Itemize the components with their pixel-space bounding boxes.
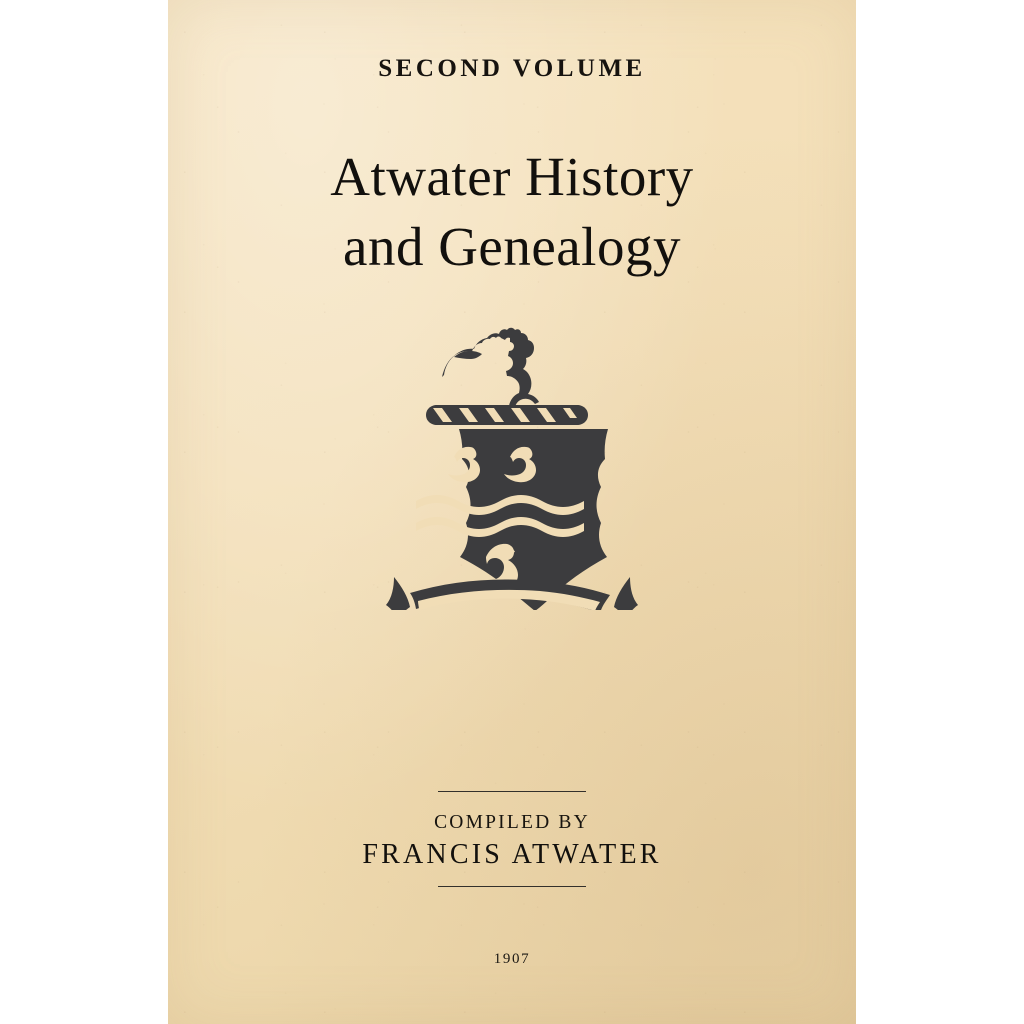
title-page-content <box>168 0 856 1024</box>
publication-year: 1907 <box>493 951 531 967</box>
compiled-by-label: COMPILED BY <box>434 812 590 833</box>
coat-of-arms-icon <box>168 305 856 610</box>
title-line-1: Atwater History <box>330 146 694 207</box>
volume-line: SECOND VOLUME <box>378 55 646 82</box>
divider-rule-top <box>438 791 586 792</box>
paper-sheet <box>168 0 856 1024</box>
title-line-2: and Genealogy <box>343 216 681 278</box>
author-name: FRANCIS ATWATER <box>362 839 662 870</box>
divider-rule-bottom <box>438 886 586 887</box>
page-title <box>168 142 856 283</box>
